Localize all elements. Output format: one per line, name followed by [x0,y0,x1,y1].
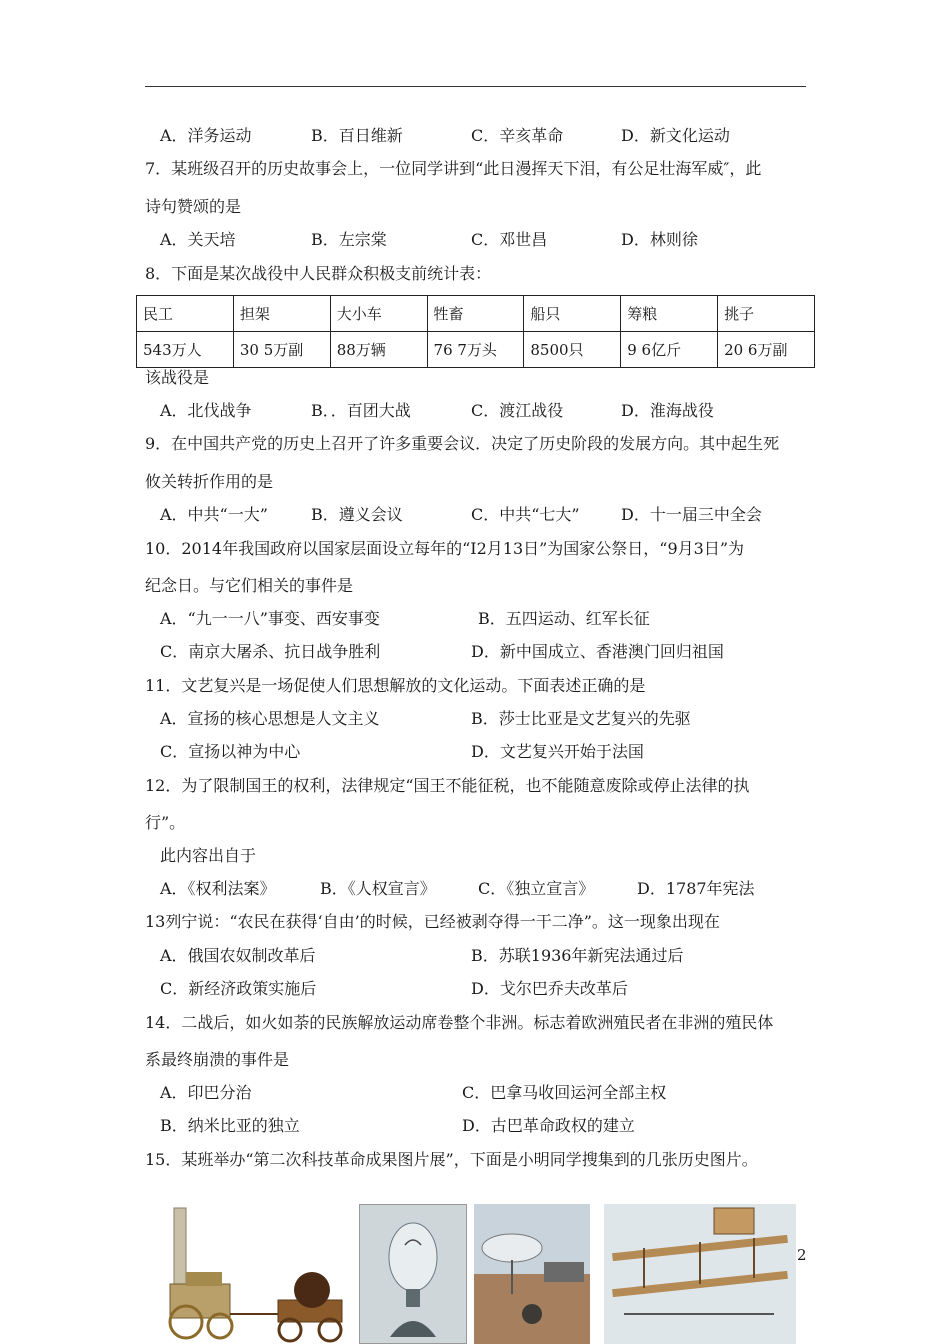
q6-option-c: C．辛亥革命 [471,126,564,145]
light-bulb-image [359,1204,467,1344]
q11-option-b: B．莎士比亚是文艺复兴的先驱 [471,709,691,728]
steam-locomotive-image [166,1204,354,1344]
q14-option-c: C．巴拿马收回运河全部主权 [462,1083,667,1102]
table-cell: 30 5万副 [233,332,330,368]
q14-stem-line2: 系最终崩溃的事件是 [145,1050,290,1069]
table-header-cell: 筹粮 [621,296,718,332]
q9-option-c: C．中共“七大” [471,505,580,524]
q8-followup: 该战役是 [145,368,210,387]
q11-option-a: A．宣扬的核心思想是人文主义 [160,709,380,728]
q10-option-c: C．南京大屠杀、抗日战争胜利 [160,642,381,661]
q15-stem: 15．某班举办“第二次科技革命成果图片展”，下面是小明同学搜集到的几张历史图片。 [145,1150,758,1169]
table-header-cell: 民工 [137,296,234,332]
q12-option-d: D．1787年宪法 [637,879,755,898]
q13-option-c: C．新经济政策实施后 [160,979,317,998]
q12-stem-line3: 此内容出自于 [160,846,257,865]
support-statistics-table [136,295,815,368]
q14-option-b: B．纳米比亚的独立 [160,1116,300,1135]
q11-option-c: C．宣扬以神为中心 [160,742,301,761]
q9-option-b: B．遵义会议 [311,505,403,524]
table-cell: 9 6亿斤 [621,332,718,368]
q14-option-a: A．印巴分治 [160,1083,252,1102]
table-header-row [137,296,815,332]
q8-stem: 8．下面是某次战役中人民群众积极支前统计表： [145,264,492,283]
q7-stem-line2: 诗句赞颂的是 [145,197,242,216]
q12-stem-line1: 12．为了限制国王的权利，法律规定“国王不能征税，也不能随意废除或停止法律的执 [145,776,750,795]
table-header-cell: 船只 [524,296,621,332]
table-header-cell: 大小车 [330,296,427,332]
q10-option-d: D．新中国成立、香港澳门回归祖国 [471,642,724,661]
biplane-image [604,1204,796,1344]
q7-option-d: D．林则徐 [621,230,698,249]
q9-option-a: A．中共“一大” [160,505,268,524]
q7-option-b: B．左宗棠 [311,230,387,249]
table-cell: 8500只 [524,332,621,368]
q12-stem-line2: 行”。 [145,813,186,832]
q6-option-d: D．新文化运动 [621,126,730,145]
q12-option-c: C．《独立宣言》 [478,879,595,898]
q13-option-a: A．俄国农奴制改革后 [160,946,316,965]
table-row [137,332,815,368]
q11-stem: 11．文艺复兴是一场促使人们思想解放的文化运动。下面表述正确的是 [145,676,646,695]
q13-stem: 13列宁说：“农民在获得‘自由’的时候，已经被剥夺得一干二净”。这一现象出现在 [145,912,720,931]
table-header-cell: 担架 [233,296,330,332]
q10-option-b: B．五四运动、红军长征 [478,609,650,628]
q11-option-d: D．文艺复兴开始于法国 [471,742,644,761]
q13-option-d: D．戈尔巴乔夫改革后 [471,979,628,998]
q12-option-a: A．《权利法案》 [160,879,276,898]
q9-stem-line2: 攸关转折作用的是 [145,472,274,491]
table-cell: 88万辆 [330,332,427,368]
q9-option-d: D．十一届三中全会 [621,505,762,524]
q8-option-a: A．北伐战争 [160,401,252,420]
satellite-dish-image [474,1204,590,1344]
q9-stem-line1: 9．在中国共产党的历史上召开了许多重要会议．决定了历史阶段的发展方向。其中起生死 [145,434,780,453]
q12-option-b: B．《人权宣言》 [320,879,436,898]
table-header-cell: 牲畜 [427,296,524,332]
q7-option-a: A．关天培 [160,230,236,249]
table-cell: 76 7万头 [427,332,524,368]
table-header-cell: 挑子 [718,296,815,332]
q8-option-b: B．．百团大战 [311,401,411,420]
q13-option-b: B．苏联1936年新宪法通过后 [471,946,684,965]
header-rule [145,86,806,87]
q14-option-d: D．古巴革命政权的建立 [462,1116,635,1135]
page-number: 2 [797,1246,807,1264]
q14-stem-line1: 14．二战后，如火如荼的民族解放运动席卷整个非洲。标志着欧洲殖民者在非洲的殖民体 [145,1013,774,1032]
q8-option-c: C．渡江战役 [471,401,564,420]
q10-option-a: A．“九一一八”事变、西安事变 [160,609,380,628]
q7-option-c: C．邓世昌 [471,230,548,249]
q6-option-a: A．洋务运动 [160,126,252,145]
q6-option-b: B．百日维新 [311,126,403,145]
q7-stem-line1: 7．某班级召开的历史故事会上，一位同学讲到“此日漫挥天下泪，有公足壮海军威″，此 [145,159,762,178]
table-cell: 543万人 [137,332,234,368]
q8-option-d: D．淮海战役 [621,401,714,420]
table-cell: 20 6万副 [718,332,815,368]
q10-stem-line2: 纪念日。与它们相关的事件是 [145,576,354,595]
q10-stem-line1: 10．2014年我国政府以国家层面设立每年的“I2月13日”为国家公祭日，“9月3日”为 [145,539,745,558]
